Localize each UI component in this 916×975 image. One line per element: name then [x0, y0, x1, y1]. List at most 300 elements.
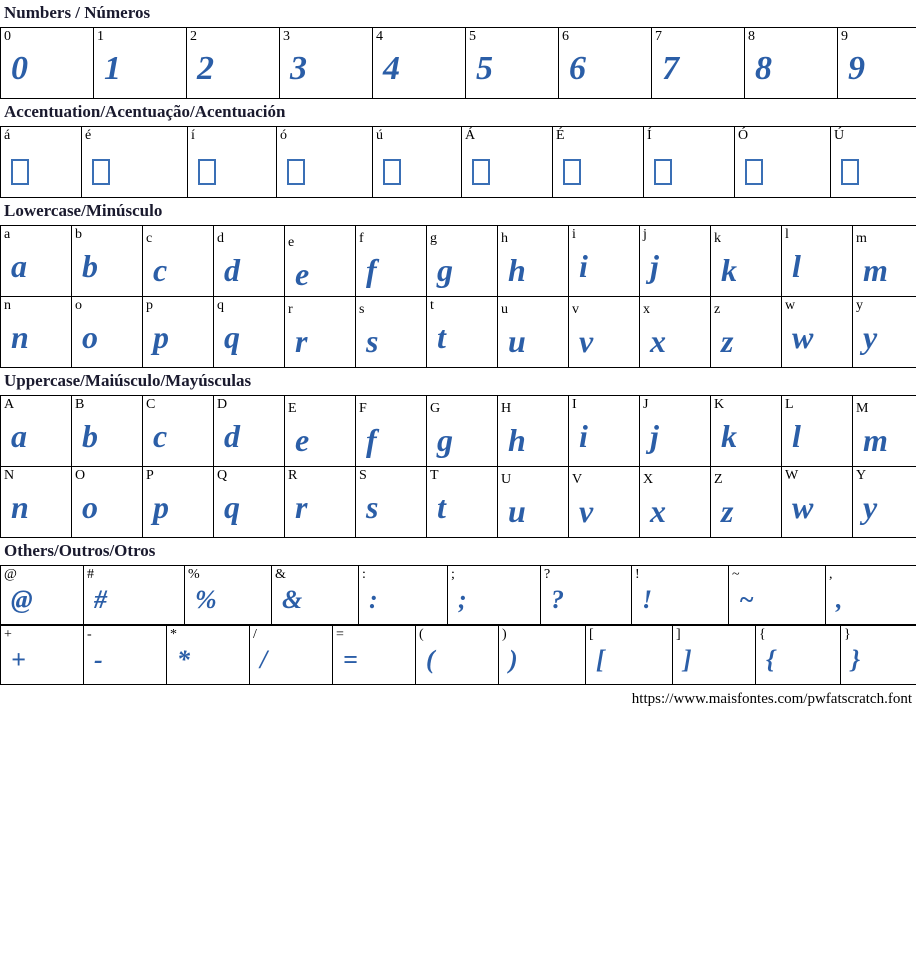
glyph-label: á: [4, 128, 11, 143]
glyph-label: Ú: [834, 128, 845, 143]
section-title-accentuation: Accentuation/Acentuação/Acentuación: [4, 102, 286, 121]
missing-glyph-box: [745, 159, 763, 185]
glyph-cell-equals: [333, 626, 416, 685]
glyph-sample: d: [224, 252, 240, 288]
glyph-cell-6: [559, 28, 652, 99]
glyph-sample: [644, 143, 734, 185]
glyph-sample: }: [851, 645, 861, 674]
glyph-label: L: [785, 397, 794, 412]
missing-glyph-box: [472, 159, 490, 185]
glyph-label: u: [501, 302, 508, 317]
glyph-sample: y: [863, 489, 878, 525]
glyph-cell-N: [1, 467, 72, 538]
glyph-sample: [373, 143, 461, 185]
glyph-label: P: [146, 468, 154, 483]
glyph-label: U: [501, 472, 512, 487]
glyph-cell-G: [427, 396, 498, 467]
glyph-sample: s: [366, 489, 379, 525]
glyph-label: !: [635, 567, 640, 582]
glyph-cell-1: [94, 28, 187, 99]
glyph-label: R: [288, 468, 298, 483]
glyph-sample: h: [508, 252, 526, 288]
glyph-label: W: [785, 468, 799, 483]
glyph-cell-hash: [84, 566, 185, 625]
glyph-label: a: [4, 227, 11, 242]
glyph-cell-y: [853, 297, 916, 368]
glyph-sample: 6: [569, 50, 586, 87]
glyph-cell-R: [285, 467, 356, 538]
glyph-cell-r: [285, 297, 356, 368]
glyph-sample: 3: [290, 50, 307, 87]
glyph-sample: 4: [383, 50, 400, 87]
glyph-label: ]: [676, 627, 681, 642]
glyph-label: l: [785, 227, 789, 242]
glyph-label: &: [275, 567, 286, 582]
table-row: [1, 566, 916, 625]
glyph-sample: d: [224, 418, 240, 454]
glyph-label: í: [191, 128, 195, 143]
glyph-cell-K: [711, 396, 782, 467]
glyph-sample: i: [579, 418, 588, 454]
glyph-label: ú: [376, 128, 383, 143]
glyph-label: T: [430, 468, 439, 483]
glyph-label: d: [217, 231, 224, 246]
glyph-sample: 2: [197, 50, 214, 87]
glyph-cell-percent: [185, 566, 272, 625]
glyph-cell-p: [143, 297, 214, 368]
glyph-sample: =: [343, 645, 358, 674]
glyph-sample: m: [863, 252, 888, 288]
glyph-label: q: [217, 298, 224, 313]
glyph-sample: [735, 143, 830, 185]
glyph-label: K: [714, 397, 725, 412]
glyph-label: Y: [856, 468, 867, 483]
glyph-sample: ~: [739, 585, 754, 614]
glyph-label: 2: [190, 29, 197, 44]
glyph-label: X: [643, 472, 654, 487]
glyph-label: /: [253, 627, 257, 642]
glyph-label: [: [589, 627, 594, 642]
glyph-label: É: [556, 128, 565, 143]
glyph-label: Ó: [738, 128, 749, 143]
glyph-sample: z: [721, 323, 734, 359]
section-title-uppercase: Uppercase/Maiúsculo/Mayúsculas: [4, 371, 252, 390]
missing-glyph-box: [198, 159, 216, 185]
glyph-cell-a: [1, 226, 72, 297]
glyph-sample: j: [650, 418, 659, 454]
glyph-cell-C: [143, 396, 214, 467]
glyph-sample: f: [366, 252, 377, 288]
glyph-label: 8: [748, 29, 755, 44]
glyph-label: 0: [4, 29, 11, 44]
glyph-label: z: [714, 302, 721, 317]
section-title-lowercase: Lowercase/Minúsculo: [4, 201, 163, 220]
glyph-cell-iacute: [188, 127, 277, 198]
glyph-cell-B: [72, 396, 143, 467]
glyph-label: F: [359, 401, 367, 416]
glyph-label: Q: [217, 468, 228, 483]
glyph-cell-minus: [84, 626, 167, 685]
glyph-sample: &: [282, 585, 303, 614]
glyph-label: %: [188, 567, 200, 582]
glyph-sample: ]: [683, 645, 692, 674]
glyph-label: ó: [280, 128, 287, 143]
glyph-sample: +: [11, 645, 26, 674]
glyph-cell-slash: [250, 626, 333, 685]
glyph-cell-E: [285, 396, 356, 467]
glyph-sample: {: [766, 645, 776, 674]
glyph-cell-g: [427, 226, 498, 297]
glyph-label: }: [844, 627, 851, 642]
glyph-cell-A: [1, 396, 72, 467]
glyph-label: G: [430, 401, 441, 416]
glyph-sample: ,: [836, 585, 843, 614]
glyph-label: @: [4, 567, 17, 582]
glyph-cell-n: [1, 297, 72, 368]
glyph-sample: *: [177, 645, 190, 674]
source-url[interactable]: https://www.maisfontes.com/pwfatscratch.font: [631, 691, 912, 707]
glyph-sample: w: [792, 489, 814, 525]
glyph-label: +: [4, 627, 12, 642]
glyph-sample: u: [508, 323, 526, 359]
glyph-label: 3: [283, 29, 290, 44]
glyph-cell-m: [853, 226, 916, 297]
glyph-label: r: [288, 302, 293, 317]
glyph-cell-asterisk: [167, 626, 250, 685]
glyph-sample: b: [82, 248, 98, 284]
glyph-label: m: [856, 231, 867, 246]
glyph-sample: q: [224, 489, 240, 525]
glyph-cell-4: [373, 28, 466, 99]
glyph-label: S: [359, 468, 367, 483]
glyph-cell-x: [640, 297, 711, 368]
glyph-cell-w: [782, 297, 853, 368]
glyph-sample: p: [153, 489, 169, 525]
glyph-sample: 1: [104, 50, 121, 87]
glyph-sample: (: [426, 645, 435, 674]
glyph-label: h: [501, 231, 508, 246]
glyph-sample: t: [437, 489, 446, 525]
section-title-numbers: Numbers / Números: [4, 3, 151, 22]
table-row: [1, 28, 916, 99]
glyph-label: e: [288, 235, 295, 250]
glyph-cell-question: [541, 566, 632, 625]
glyph-label: g: [430, 231, 437, 246]
glyph-sample: n: [11, 489, 29, 525]
glyph-label: E: [288, 401, 297, 416]
glyph-table-numbers: [0, 27, 916, 99]
glyph-cell-d: [214, 226, 285, 297]
glyph-label: 1: [97, 29, 104, 44]
glyph-sample: o: [82, 319, 98, 355]
glyph-cell-Aacute: [462, 127, 553, 198]
glyph-label: Í: [647, 128, 652, 143]
glyph-label: k: [714, 231, 721, 246]
glyph-sample: i: [579, 248, 588, 284]
glyph-sample: 8: [755, 50, 772, 87]
missing-glyph-box: [841, 159, 859, 185]
glyph-cell-h: [498, 226, 569, 297]
glyph-sample: s: [366, 323, 379, 359]
glyph-label: N: [4, 468, 15, 483]
glyph-cell-X: [640, 467, 711, 538]
section-title-others: Others/Outros/Otros: [4, 541, 156, 560]
glyph-cell-l: [782, 226, 853, 297]
glyph-cell-P: [143, 467, 214, 538]
glyph-label: #: [87, 567, 94, 582]
glyph-sample: e: [295, 422, 310, 458]
glyph-cell-v: [569, 297, 640, 368]
glyph-label: s: [359, 302, 365, 317]
table-row: [1, 127, 916, 198]
glyph-sample: [831, 143, 916, 185]
glyph-cell-7: [652, 28, 745, 99]
glyph-sample: -: [94, 645, 103, 674]
glyph-sample: [82, 143, 187, 185]
glyph-cell-eacute: [82, 127, 188, 198]
glyph-cell-plus: [1, 626, 84, 685]
glyph-cell-5: [466, 28, 559, 99]
glyph-label: B: [75, 397, 85, 412]
glyph-cell-V: [569, 467, 640, 538]
glyph-label: j: [643, 227, 647, 242]
glyph-cell-brace-open: [756, 626, 841, 685]
glyph-cell-Iacute: [644, 127, 735, 198]
glyph-table-others-1: [0, 565, 916, 625]
glyph-sample: l: [792, 418, 801, 454]
glyph-label: ?: [544, 567, 551, 582]
glyph-cell-0: [1, 28, 94, 99]
glyph-sample: 5: [476, 50, 493, 87]
missing-glyph-box: [11, 159, 29, 185]
glyph-label: 6: [562, 29, 569, 44]
glyph-cell-z: [711, 297, 782, 368]
glyph-label: J: [643, 397, 649, 412]
glyph-sample: e: [295, 256, 310, 292]
glyph-sample: l: [792, 248, 801, 284]
glyph-label: 7: [655, 29, 662, 44]
glyph-label: o: [75, 298, 82, 313]
glyph-cell-Y: [853, 467, 916, 538]
missing-glyph-box: [287, 159, 305, 185]
glyph-cell-H: [498, 396, 569, 467]
glyph-sample: %: [195, 585, 217, 614]
glyph-cell-L: [782, 396, 853, 467]
glyph-label: é: [85, 128, 92, 143]
glyph-cell-paren-close: [499, 626, 586, 685]
glyph-sample: 9: [848, 50, 865, 87]
glyph-label: c: [146, 231, 153, 246]
glyph-label: =: [336, 627, 344, 642]
glyph-label: Z: [714, 472, 723, 487]
glyph-sample: :: [369, 585, 378, 614]
glyph-cell-comma: [826, 566, 916, 625]
glyph-cell-e: [285, 226, 356, 297]
glyph-sample: b: [82, 418, 98, 454]
glyph-cell-exclamation: [632, 566, 729, 625]
glyph-sample: k: [721, 418, 737, 454]
glyph-label: I: [572, 397, 577, 412]
missing-glyph-box: [563, 159, 581, 185]
glyph-cell-q: [214, 297, 285, 368]
glyph-sample: a: [11, 418, 27, 454]
glyph-cell-colon: [359, 566, 448, 625]
glyph-label: f: [359, 231, 364, 246]
table-row: [1, 226, 916, 297]
glyph-label: ~: [732, 567, 740, 582]
glyph-label: :: [362, 567, 366, 582]
glyph-label: -: [87, 627, 92, 642]
glyph-label: M: [856, 401, 869, 416]
glyph-sample: c: [153, 252, 168, 288]
glyph-label: i: [572, 227, 576, 242]
glyph-sample: [277, 143, 372, 185]
glyph-cell-o: [72, 297, 143, 368]
glyph-cell-bracket-open: [586, 626, 673, 685]
glyph-cell-t: [427, 297, 498, 368]
glyph-sample: [553, 143, 643, 185]
glyph-sample: a: [11, 248, 27, 284]
glyph-cell-semicolon: [448, 566, 541, 625]
glyph-label: H: [501, 401, 512, 416]
glyph-cell-s: [356, 297, 427, 368]
glyph-cell-M: [853, 396, 916, 467]
glyph-sample: v: [579, 493, 594, 529]
glyph-sample: g: [437, 252, 453, 288]
glyph-sample: #: [94, 585, 107, 614]
glyph-label: A: [4, 397, 15, 412]
glyph-cell-J: [640, 396, 711, 467]
glyph-label: v: [572, 302, 579, 317]
table-row: [1, 626, 916, 685]
glyph-cell-oacute: [277, 127, 373, 198]
glyph-cell-8: [745, 28, 838, 99]
glyph-sample: r: [295, 489, 308, 525]
glyph-cell-Eacute: [553, 127, 644, 198]
glyph-sample: y: [863, 319, 878, 355]
glyph-label: p: [146, 298, 153, 313]
glyph-cell-Q: [214, 467, 285, 538]
missing-glyph-box: [92, 159, 110, 185]
glyph-label: 4: [376, 29, 383, 44]
glyph-sample: [188, 143, 276, 185]
glyph-sample: 7: [662, 50, 679, 87]
glyph-cell-O: [72, 467, 143, 538]
glyph-sample: p: [153, 319, 169, 355]
glyph-sample: [: [596, 645, 605, 674]
glyph-cell-F: [356, 396, 427, 467]
glyph-sample: ?: [551, 585, 564, 614]
glyph-cell-S: [356, 467, 427, 538]
glyph-cell-Oacute: [735, 127, 831, 198]
glyph-label: x: [643, 302, 650, 317]
glyph-sample: m: [863, 422, 888, 458]
glyph-table-lowercase: [0, 225, 916, 368]
glyph-sample: r: [295, 323, 308, 359]
glyph-table-uppercase: [0, 395, 916, 538]
glyph-sample: n: [11, 319, 29, 355]
glyph-sample: @: [11, 585, 33, 614]
glyph-cell-k: [711, 226, 782, 297]
glyph-label: ): [502, 627, 507, 642]
glyph-cell-tilde: [729, 566, 826, 625]
glyph-sample: q: [224, 319, 240, 355]
glyph-cell-T: [427, 467, 498, 538]
glyph-label: *: [170, 627, 177, 642]
glyph-sample: [462, 143, 552, 185]
glyph-label: 5: [469, 29, 476, 44]
glyph-sample: z: [721, 493, 734, 529]
glyph-cell-i: [569, 226, 640, 297]
glyph-cell-ampersand: [272, 566, 359, 625]
glyph-sample: x: [650, 493, 666, 529]
glyph-cell-aacute: [1, 127, 82, 198]
glyph-cell-W: [782, 467, 853, 538]
glyph-label: 9: [841, 29, 848, 44]
glyph-label: Á: [465, 128, 476, 143]
glyph-cell-bracket-close: [673, 626, 756, 685]
glyph-cell-uacute: [373, 127, 462, 198]
glyph-cell-at: [1, 566, 84, 625]
glyph-label: n: [4, 298, 11, 313]
glyph-cell-9: [838, 28, 916, 99]
glyph-cell-Uacute: [831, 127, 916, 198]
glyph-cell-D: [214, 396, 285, 467]
glyph-sample: w: [792, 319, 814, 355]
glyph-label: y: [856, 298, 863, 313]
table-row: [1, 297, 916, 368]
glyph-sample: c: [153, 418, 168, 454]
glyph-cell-b: [72, 226, 143, 297]
glyph-sample: j: [650, 248, 659, 284]
glyph-sample: [1, 143, 81, 185]
glyph-cell-2: [187, 28, 280, 99]
glyph-sample: !: [642, 585, 653, 614]
glyph-sample: v: [579, 323, 594, 359]
glyph-label: ,: [829, 567, 833, 582]
missing-glyph-box: [654, 159, 672, 185]
glyph-sample: o: [82, 489, 98, 525]
glyph-label: C: [146, 397, 156, 412]
glyph-cell-3: [280, 28, 373, 99]
glyph-sample: g: [437, 422, 453, 458]
glyph-cell-paren-open: [416, 626, 499, 685]
glyph-cell-j: [640, 226, 711, 297]
glyph-label: {: [759, 627, 766, 642]
glyph-cell-Z: [711, 467, 782, 538]
glyph-sample: t: [437, 319, 446, 355]
table-row: [1, 467, 916, 538]
glyph-cell-U: [498, 467, 569, 538]
glyph-cell-u: [498, 297, 569, 368]
glyph-sample: ;: [458, 585, 467, 614]
glyph-cell-I: [569, 396, 640, 467]
glyph-sample: f: [366, 422, 377, 458]
glyph-label: w: [785, 298, 796, 313]
glyph-sample: k: [721, 252, 737, 288]
glyph-sample: u: [508, 493, 526, 529]
table-row: [1, 396, 916, 467]
glyph-label: t: [430, 298, 434, 313]
missing-glyph-box: [383, 159, 401, 185]
glyph-table-accentuation: [0, 126, 916, 198]
glyph-sample: ): [509, 645, 518, 674]
glyph-cell-brace-close: [841, 626, 916, 685]
glyph-label: D: [217, 397, 228, 412]
glyph-label: (: [419, 627, 424, 642]
glyph-sample: x: [650, 323, 666, 359]
glyph-label: V: [572, 472, 583, 487]
